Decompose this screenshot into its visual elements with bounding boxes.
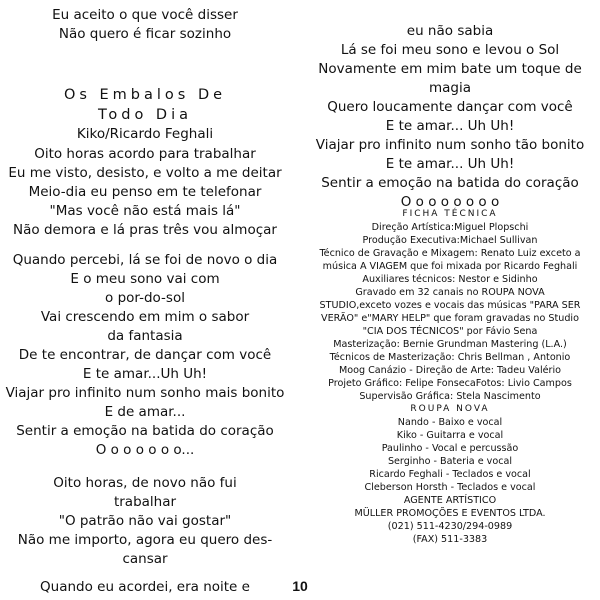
lyric-line: O o o o o o o o — [400, 194, 500, 210]
band-member-line: Ricardo Feghali - Teclados e vocal — [369, 469, 531, 480]
band-member-line: Paulinho - Vocal e percussão — [381, 443, 519, 454]
lyric-line: "O patrão não vai gostar" — [58, 513, 232, 529]
lyric-line: Quando percebi, lá se foi de novo o dia — [12, 252, 278, 268]
lyric-line: Viajar pro infinito num sonho mais bonito — [5, 385, 285, 401]
lyric-line: Não quero é ficar sozinho — [58, 26, 232, 42]
credit-line: STUDIO,exceto vozes e vocais das músicas "PARA SER — [319, 300, 581, 311]
lyric-line: Não me importo, agora eu quero des- — [17, 532, 273, 548]
song-title: Todo Dia — [97, 107, 193, 123]
lyric-line: Lá se foi meu sono e levou o Sol — [340, 42, 560, 58]
lyric-line: Não demora e lá pras três vou almoçar — [13, 222, 277, 238]
lyric-line: E de amar... — [104, 404, 186, 420]
lyric-line: Quando eu acordei, era noite e — [40, 579, 250, 595]
agent-line: MÜLLER PROMOÇÕES E EVENTOS LTDA. — [354, 508, 546, 519]
lyric-line: Quero loucamente dançar com você — [327, 99, 573, 115]
credit-line: VERÃO" e"MARY HELP" que foram gravadas no Studio — [321, 313, 579, 324]
agent-line: (021) 511-4230/294-0989 — [387, 521, 513, 532]
lyric-line: magia — [428, 80, 472, 96]
agent-heading: AGENTE ARTÍSTICO — [403, 495, 497, 506]
page-number: 10 — [292, 578, 308, 594]
agent-line: (FAX) 511-3383 — [412, 534, 488, 545]
band-member-line: Kiko - Guitarra e vocal — [396, 430, 504, 441]
lyric-line: Sentir a emoção na batida do coração — [16, 423, 274, 439]
lyric-line: E o meu sono vai com — [70, 271, 220, 287]
lyric-line: Novamente em mim bate um toque de — [318, 61, 582, 77]
lyric-line: "Mas você não está mais lá" — [49, 203, 241, 219]
lyric-line: Vai crescendo em mim o sabor — [40, 309, 250, 325]
lyric-line: Eu me visto, desisto, e volto a me deitar — [8, 165, 282, 181]
lyric-line: trabalhar — [113, 494, 177, 510]
ficha-tecnica-heading: FICHA TÉCNICA — [402, 209, 498, 219]
lyric-line: Eu aceito o que você disser — [52, 7, 238, 23]
band-member-line: Serginho - Bateria e vocal — [387, 456, 513, 467]
lyric-line: eu não sabia — [406, 23, 494, 39]
lyric-line: o por-do-sol — [105, 290, 185, 306]
credit-line: Projeto Gráfico: Felipe FonsecaFotos: Livio Campos — [328, 378, 572, 389]
lyric-line: E te amar... Uh Uh! — [385, 118, 515, 134]
lyric-line: E te amar... Uh Uh! — [385, 156, 515, 172]
song-title: Os Embalos De — [63, 87, 227, 103]
credit-line: Produção Executiva:Michael Sullivan — [362, 235, 538, 246]
lyric-line: Meio-dia eu penso em te telefonar — [28, 184, 262, 200]
lyric-line: Oito horas, de novo não fui — [53, 475, 237, 491]
lyric-line: E te amar...Uh Uh! — [82, 366, 208, 382]
lyric-line: Oito horas acordo para trabalhar — [34, 146, 256, 162]
band-member-line: Cleberson Horsth - Teclados e vocal — [364, 482, 536, 493]
band-member-line: Nando - Baixo e vocal — [397, 417, 503, 428]
credit-line: Supervisão Gráfica: Stela Nascimento — [359, 391, 541, 402]
lyric-line: da fantasia — [107, 328, 183, 344]
lyric-line: cansar — [122, 551, 168, 567]
credit-line: música A VIAGEM que foi mixada por Ricardo Feghali — [322, 261, 578, 272]
credit-line: Auxiliares técnicos: Nestor e Sidinho — [362, 274, 538, 285]
credit-line: Técnico de Gravação e Mixagem: Renato Luiz exceto a — [319, 248, 581, 259]
credit-line: "CIA DOS TÉCNICOS" por Fávio Sena — [362, 326, 538, 337]
lyric-line: O o o o o o o... — [95, 442, 195, 458]
credit-line: Técnicos de Masterização: Chris Bellman , Antonio — [329, 352, 571, 363]
credit-line: Direção Artística:Miguel Plopschi — [371, 222, 529, 233]
lyric-line: De te encontrar, de dançar com você — [18, 347, 272, 363]
credit-line: Moog Canázio - Direção de Arte: Tadeu Valério — [338, 365, 562, 376]
credit-line: Masterização: Bernie Grundman Mastering (L.A.) — [333, 339, 567, 350]
lyric-line: Sentir a emoção na batida do coração — [321, 175, 579, 191]
band-heading: ROUPA NOVA — [410, 404, 490, 414]
song-credits: Kiko/Ricardo Feghali — [76, 126, 214, 142]
credit-line: Gravado em 32 canais no ROUPA NOVA — [355, 287, 545, 298]
lyric-line: Viajar pro infinito num sonho tão bonito — [315, 137, 585, 153]
